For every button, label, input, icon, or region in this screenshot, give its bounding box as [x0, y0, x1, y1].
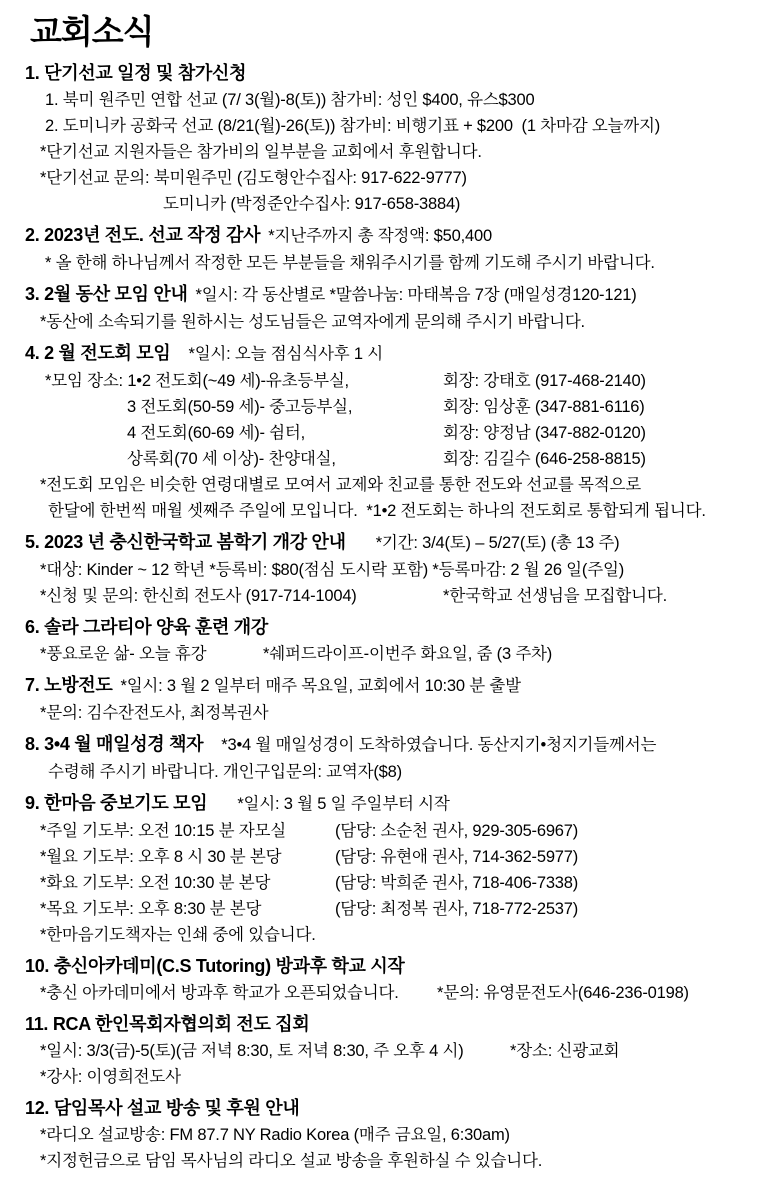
line: [0, 980, 758, 1006]
section-12-radio-sermon: [0, 1095, 758, 1174]
line: [0, 165, 758, 191]
line-text: *지정헌금으로 담임 목사님의 라디오 설교 방송을 후원하실 수 있습니다.: [40, 1152, 543, 1170]
line-text: *일시: 3/3(금)-5(토)(금 저녁 8:30, 토 저녁 8:30, 주 오후 4 시): [40, 1042, 464, 1060]
line: [0, 250, 758, 276]
line: [0, 896, 758, 922]
line: [0, 641, 758, 667]
line-col2: (담당: 소순천 권사, 929-305-6967): [335, 822, 579, 840]
line-text: *강사: 이영희전도사: [40, 1068, 181, 1086]
line: [0, 1122, 758, 1148]
line-col2: 회장: 임상훈 (347-881-6116): [443, 398, 645, 416]
line: [0, 1038, 758, 1064]
line: [0, 700, 758, 726]
section-3-dongsan-meeting: [0, 281, 758, 335]
line-text: 1. 북미 원주민 연합 선교 (7/ 3(월)-8(토)) 참가비: 성인 $400, 유스$300: [45, 91, 535, 109]
section-heading-bold: 12. 담임목사 설교 방송 및 후원 안내: [25, 1098, 300, 1118]
line: [0, 870, 758, 896]
section-heading-bold: 9. 한마음 중보기도 모임: [25, 793, 208, 813]
section-heading: [0, 222, 758, 250]
line: [0, 420, 758, 446]
line-text: 상록회(70 세 이상)- 찬양대실,: [127, 450, 336, 468]
section-heading-bold: 4. 2 월 전도회 모임: [25, 343, 171, 363]
section-heading: [0, 281, 758, 309]
line: [0, 1064, 758, 1090]
section-heading-inline: *기간: 3/4(토) – 5/27(토) (총 13 주): [375, 534, 620, 552]
line: [0, 191, 758, 217]
line-text: *단기선교 문의: 북미원주민 (김도형안수집사: 917-622-9777): [40, 169, 467, 187]
section-heading-bold: 11. RCA 한인목회자협의회 전도 집회: [25, 1014, 310, 1034]
line-text: *모임 장소: 1•2 전도회(~49 세)-유초등부실,: [45, 372, 349, 390]
line: [0, 759, 758, 785]
line-text: *신청 및 문의: 한신희 전도사 (917-714-1004): [40, 587, 357, 605]
line: [0, 472, 758, 498]
line-col2: (담당: 유현애 권사, 714-362-5977): [335, 848, 579, 866]
section-heading: [0, 1011, 758, 1038]
line: [0, 368, 758, 394]
line-col2: (담당: 최정복 권사, 718-772-2537): [335, 900, 579, 918]
line-text: 도미니카 (박정준안수집사: 917-658-3884): [163, 195, 461, 213]
section-5-korean-school: [0, 529, 758, 609]
line-text: *한마음기도책자는 인쇄 중에 있습니다.: [40, 926, 316, 944]
section-heading-inline: *일시: 3 월 5 일 주일부터 시작: [237, 795, 450, 813]
line: [0, 113, 758, 139]
section-heading-inline: *3•4 월 매일성경이 도착하였습니다. 동산지기•청지기들께서는: [221, 736, 657, 754]
line: [0, 498, 758, 524]
section-heading: [0, 790, 758, 818]
section-heading: [0, 1095, 758, 1122]
line-text: * 올 한해 하나님께서 작정한 모든 부분들을 채워주시기를 함께 기도해 주시기 바랍니다.: [45, 254, 655, 272]
section-heading-bold: 7. 노방전도: [25, 675, 113, 695]
section-6-sola-gratia-training: [0, 614, 758, 667]
section-heading-bold: 3. 2월 동산 모임 안내: [25, 284, 188, 304]
line: [0, 139, 758, 165]
section-4-evangelism-meeting: [0, 340, 758, 524]
section-heading: [0, 529, 758, 557]
line: [0, 394, 758, 420]
section-heading: [0, 340, 758, 368]
line-text: *전도회 모임은 비슷한 연령대별로 모여서 교제와 친교를 통한 전도와 선교를 목적으로: [40, 476, 641, 494]
page-title: 교회소식: [30, 13, 154, 50]
line: [0, 1148, 758, 1174]
line-col2: (담당: 박희준 권사, 718-406-7338): [335, 874, 579, 892]
section-heading: [0, 953, 758, 980]
section-heading: [0, 614, 758, 641]
line-col2: *한국학교 선생님을 모집합니다.: [443, 587, 667, 605]
line-text: *단기선교 지원자들은 참가비의 일부분을 교회에서 후원합니다.: [40, 143, 482, 161]
section-10-academy-tutoring: [0, 953, 758, 1006]
line-text: 3 전도회(50-59 세)- 중고등부실,: [127, 398, 353, 416]
line-text: 2. 도미니카 공화국 선교 (8/21(월)-26(토)) 참가비: 비행기표 + $200 (1 차마감 오늘까지): [45, 117, 661, 135]
line-col2: 회장: 김길수 (646-258-8815): [443, 450, 646, 468]
line-text: *주일 기도부: 오전 10:15 분 자모실: [40, 822, 286, 840]
section-heading-bold: 5. 2023 년 충신한국학교 봄학기 개강 안내: [25, 532, 346, 552]
line-text: *충신 아카데미에서 방과후 학교가 오픈되었습니다.: [40, 984, 399, 1002]
line-text: *문의: 김수잔전도사, 최정복권사: [40, 704, 269, 722]
section-heading-inline: *일시: 오늘 점심식사후 1 시: [188, 345, 383, 363]
section-heading-inline: *일시: 3 월 2 일부터 매주 목요일, 교회에서 10:30 분 출발: [120, 677, 521, 695]
line: [0, 87, 758, 113]
newsletter-page: [0, 12, 758, 1200]
section-heading-inline: *지난주까지 총 작정액: $50,400: [268, 227, 492, 245]
section-heading-bold: 1. 단기선교 일정 및 참가신청: [25, 63, 247, 83]
line: [0, 844, 758, 870]
line: [0, 583, 758, 609]
section-heading-bold: 10. 충신아카데미(C.S Tutoring) 방과후 학교 시작: [25, 956, 405, 976]
line: [0, 818, 758, 844]
section-1-short-term-missions: [0, 60, 758, 217]
section-heading: [0, 731, 758, 759]
line-col2: 회장: 강태호 (917-468-2140): [443, 372, 646, 390]
section-heading-inline: *일시: 각 동산별로 *말씀나눔: 마태복음 7장 (매일성경120-121): [195, 286, 637, 304]
line: [0, 309, 758, 335]
line-text: 수령해 주시기 바랍니다. 개인구입문의: 교역자($8): [48, 763, 402, 781]
line-text: 4 전도회(60-69 세)- 쉼터,: [127, 424, 306, 442]
section-heading: [0, 60, 758, 87]
section-8-daily-bible-booklet: [0, 731, 758, 785]
line-text: *라디오 설교방송: FM 87.7 NY Radio Korea (매주 금요일, 6:30am): [40, 1126, 510, 1144]
section-heading: [0, 672, 758, 700]
line-col2: 회장: 양정남 (347-882-0120): [443, 424, 646, 442]
section-9-intercessory-prayer: [0, 790, 758, 948]
section-7-street-evangelism: [0, 672, 758, 726]
section-heading-bold: 8. 3•4 월 매일성경 책자: [25, 734, 204, 754]
line: [0, 446, 758, 472]
line: [0, 922, 758, 948]
line-text: *월요 기도부: 오후 8 시 30 분 본당: [40, 848, 282, 866]
line-col2: *문의: 유영문전도사(646-236-0198): [437, 984, 689, 1002]
section-11-rca-revival: [0, 1011, 758, 1090]
line-text: 한달에 한번씩 매월 셋째주 주일에 모입니다. *1•2 전도회는 하나의 전도회로 통합되게 됩니다.: [48, 502, 706, 520]
section-heading-bold: 2. 2023년 전도. 선교 작정 감사: [25, 225, 261, 245]
line-text: *대상: Kinder ~ 12 학년 *등록비: $80(점심 도시락 포함) *등록마감: 2 월 26 일(주일): [40, 561, 624, 579]
section-2-pledge-thanks: [0, 222, 758, 276]
line-text: *화요 기도부: 오전 10:30 분 본당: [40, 874, 271, 892]
line-text: *동산에 소속되기를 원하시는 성도님들은 교역자에게 문의해 주시기 바랍니다.: [40, 313, 585, 331]
line-text: *목요 기도부: 오후 8:30 분 본당: [40, 900, 262, 918]
line-text: *풍요로운 삶- 오늘 휴강: [40, 645, 207, 663]
line-col2: *쉐퍼드라이프-이번주 화요일, 줌 (3 주차): [263, 645, 553, 663]
line-col2: *장소: 신광교회: [510, 1042, 620, 1060]
section-heading-bold: 6. 솔라 그라티아 양육 훈련 개강: [25, 617, 268, 637]
line: [0, 557, 758, 583]
